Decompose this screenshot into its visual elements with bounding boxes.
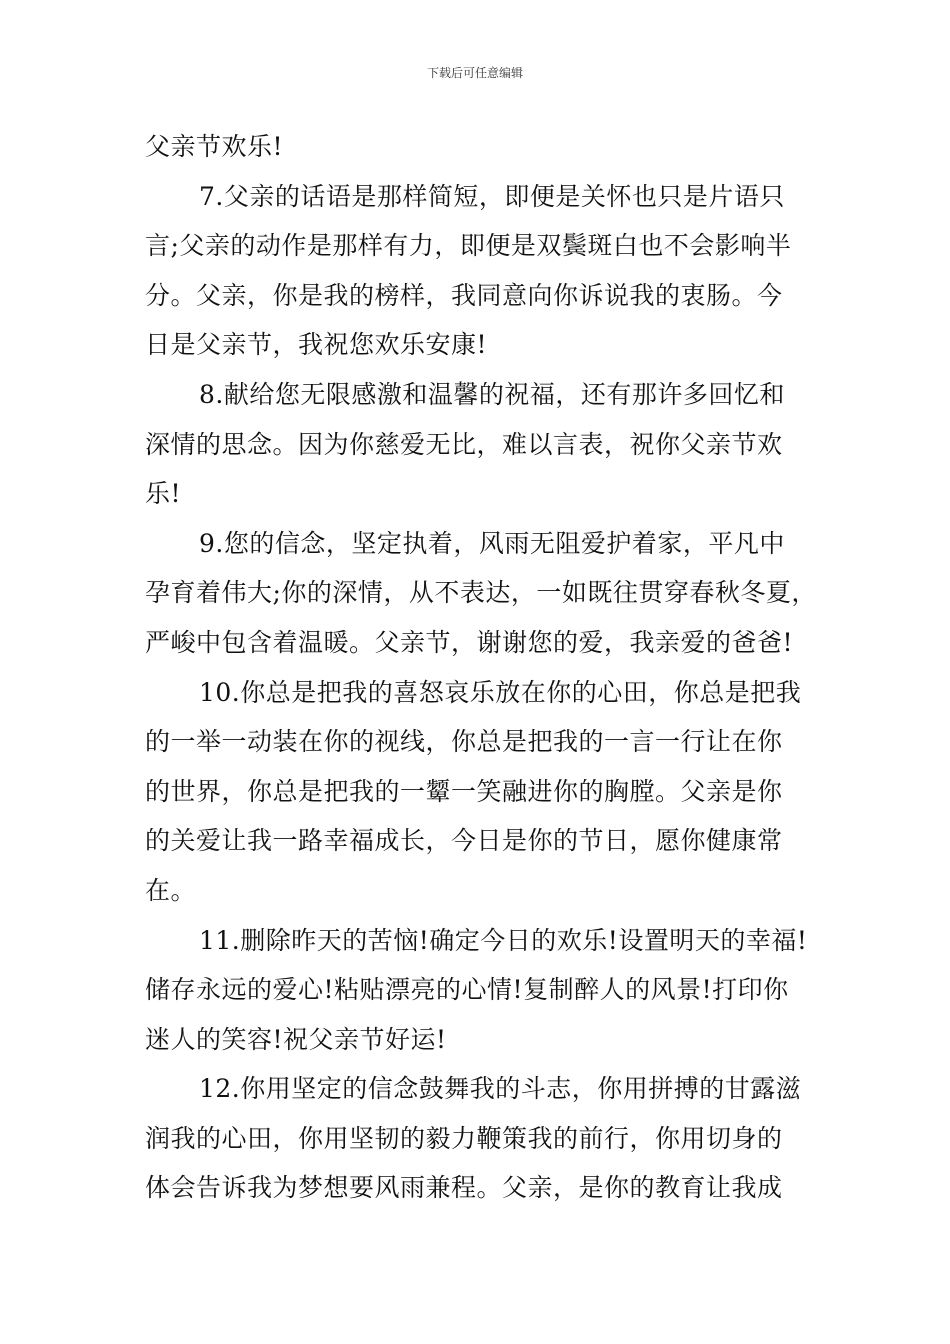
text-line: 储存永远的爱心!粘贴漂亮的心情!复制醉人的风景!打印你 [145,975,789,1005]
text-line: 的一举一动装在你的视线，你总是把我的一言一行让在你 [145,727,783,757]
page-header: 下载后可任意编辑 [426,66,523,80]
text-line: 迷人的笑容!祝父亲节好运! [145,1024,447,1054]
text-line: 孕育着伟大;你的深情，从不表达，一如既往贯穿春秋冬夏， [145,578,817,608]
document-body [145,122,815,1213]
text-line: 8.献给您无限感激和温馨的祝福，还有那许多回忆和 [199,379,785,409]
text-line: 11.删除昨天的苦恼!确定今日的欢乐!设置明天的幸福! [199,925,808,955]
text-line: 12.你用坚定的信念鼓舞我的斗志，你用拼搏的甘露滋 [199,1074,802,1104]
text-line: 父亲节欢乐! [145,132,284,161]
text-line: 体会告诉我为梦想要风雨兼程。父亲，是你的教育让我成 [145,1173,783,1203]
text-line: 日是父亲节，我祝您欢乐安康! [145,330,488,360]
text-line: 润我的心田，你用坚韧的毅力鞭策我的前行，你用切身的 [145,1123,783,1153]
text-line: 言;父亲的动作是那样有力，即便是双鬓斑白也不会影响半 [145,231,792,261]
text-line: 深情的思念。因为你慈爱无比，难以言表，祝你父亲节欢 [145,429,783,459]
text-line: 分。父亲，你是我的榜样，我同意向你诉说我的衷肠。今 [145,280,783,310]
text-line: 在。 [145,875,197,905]
text-line: 的世界，你总是把我的一颦一笑融进你的胸膛。父亲是你 [145,776,783,806]
text-line: 严峻中包含着温暖。父亲节，谢谢您的爱，我亲爱的爸爸! [145,627,794,657]
text-line: 7.父亲的话语是那样简短，即便是关怀也只是片语只 [199,181,785,211]
text-line: 9.您的信念，坚定执着，风雨无阻爱护着家，平凡中 [199,528,785,558]
text-line: 的关爱让我一路幸福成长，今日是你的节日，愿你健康常 [145,826,783,856]
text-line: 10.你总是把我的喜怒哀乐放在你的心田，你总是把我 [199,677,802,707]
text-line: 乐! [145,479,182,509]
